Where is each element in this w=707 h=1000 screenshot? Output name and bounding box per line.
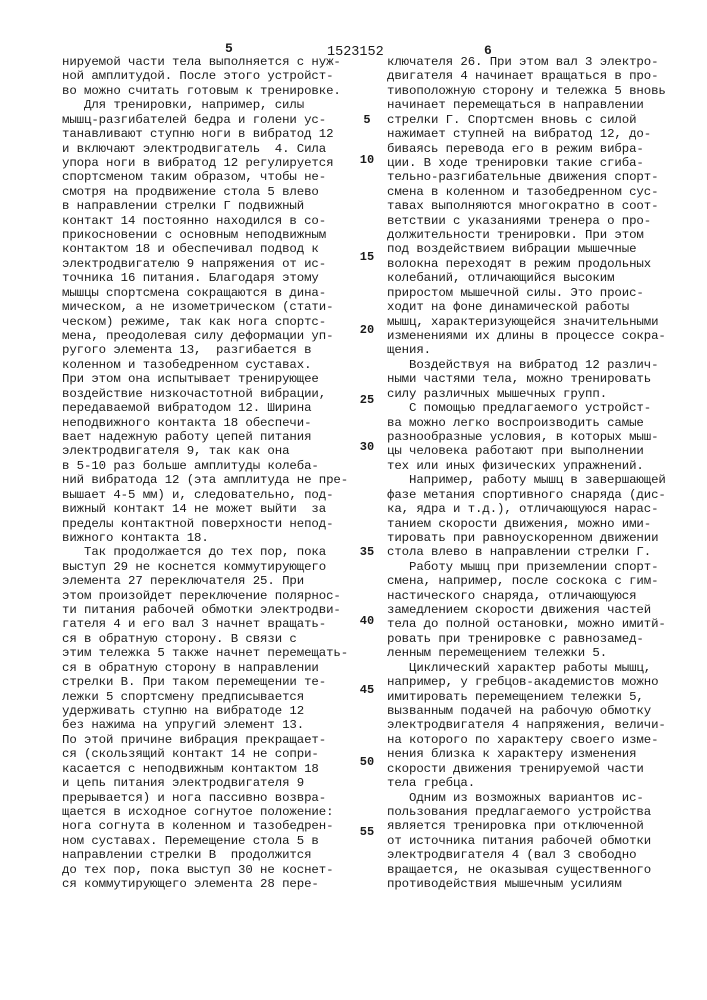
text-line: ветствии с указаниями тренера о про- xyxy=(387,214,679,228)
text-line: стрелки Г. Спортсмен вновь с силой xyxy=(387,113,679,127)
text-line: изменениями их длины в процессе сокра- xyxy=(387,329,679,343)
text-line: пользования предлагаемого устройства xyxy=(387,805,679,819)
text-line: Воздействуя на вибратод 12 различ- xyxy=(387,358,679,372)
margin-line-number: 15 xyxy=(356,250,378,264)
text-line: По этой причине вибрация прекращает- xyxy=(62,733,354,747)
text-line: смена, например, после соскока с гим- xyxy=(387,574,679,588)
text-line: мена, преодолевая силу деформации уп- xyxy=(62,329,354,343)
text-line: электродвигателя 4 напряжения, величи- xyxy=(387,718,679,732)
margin-line-number: 5 xyxy=(356,113,378,127)
text-line: вижного контакта 18. xyxy=(62,531,354,545)
text-line: скорости движения тренируемой части xyxy=(387,762,679,776)
text-line: имитировать перемещением тележки 5, xyxy=(387,690,679,704)
text-line: колебаний, отличающийся высоким xyxy=(387,271,679,285)
text-line: в направлении стрелки Г подвижный xyxy=(62,199,354,213)
text-line: Так продолжается до тех пор, пока xyxy=(62,545,354,559)
text-line: замедлением скорости движения частей xyxy=(387,603,679,617)
text-line: в 5-10 раз больше амплитуды колеба- xyxy=(62,459,354,473)
text-line: вращается, не оказывая существенного xyxy=(387,863,679,877)
right-text-column xyxy=(387,55,679,891)
text-line: во можно считать готовым к тренировке. xyxy=(62,84,354,98)
text-line: вижный контакт 14 не может выйти за xyxy=(62,502,354,516)
text-line: стола влево в направлении стрелки Г. xyxy=(387,545,679,559)
margin-line-number: 10 xyxy=(356,153,378,167)
patent-number: 1523152 xyxy=(327,45,384,60)
text-line: упора ноги в вибратод 12 регулируется xyxy=(62,156,354,170)
margin-line-number: 25 xyxy=(356,393,378,407)
text-line: ными частями тела, можно тренировать xyxy=(387,372,679,386)
text-line: ка, ядра и т.д.), отличающуюся нарас- xyxy=(387,502,679,516)
text-line: Работу мышц при приземлении спорт- xyxy=(387,560,679,574)
text-line: ключателя 26. При этом вал 3 электро- xyxy=(387,55,679,69)
text-line: вает надежную работу цепей питания xyxy=(62,430,354,444)
text-line: ва можно легко воспроизводить самые xyxy=(387,416,679,430)
margin-line-number: 50 xyxy=(356,755,378,769)
text-line: точника 16 питания. Благодаря этому xyxy=(62,271,354,285)
text-line: тировать при равноускоренном движении xyxy=(387,531,679,545)
text-line: элемента 27 переключателя 25. При xyxy=(62,574,354,588)
text-line: тела гребца. xyxy=(387,776,679,790)
text-line: под воздействием вибрации мышечные xyxy=(387,242,679,256)
text-line: приростом мышечной силы. Это проис- xyxy=(387,286,679,300)
text-line: вышает 4-5 мм) и, следовательно, под- xyxy=(62,488,354,502)
margin-line-number: 55 xyxy=(356,825,378,839)
text-line: и цепь питания электродвигателя 9 xyxy=(62,776,354,790)
text-line: мическом, а не изометрическом (стати- xyxy=(62,300,354,314)
text-line: противодействия мышечным усилиям xyxy=(387,877,679,891)
text-line: мышц, характеризующейся значительными xyxy=(387,315,679,329)
text-line: тавах выполняются многократно в соот- xyxy=(387,199,679,213)
left-page-number: 5 xyxy=(225,41,233,56)
margin-line-number: 35 xyxy=(356,545,378,559)
margin-line-number: 20 xyxy=(356,323,378,337)
text-line: электродвигателя 4 (вал 3 свободно xyxy=(387,848,679,862)
margin-line-number: 30 xyxy=(356,440,378,454)
text-line: выступ 29 не коснется коммутирующего xyxy=(62,560,354,574)
text-line: ходит на фоне динамической работы xyxy=(387,300,679,314)
text-line: танием скорости движения, можно ими- xyxy=(387,517,679,531)
text-line: неподвижного контакта 18 обеспечи- xyxy=(62,416,354,430)
text-line: ругого элемента 13, разгибается в xyxy=(62,343,354,357)
text-line: щения. xyxy=(387,343,679,357)
text-line: ний вибратода 12 (эта амплитуда не пре- xyxy=(62,473,354,487)
text-line: начинает перемещаться в направлении xyxy=(387,98,679,112)
text-line: мышц-разгибателей бедра и голени ус- xyxy=(62,113,354,127)
text-line: ся в обратную сторону. В связи с xyxy=(62,632,354,646)
text-line: тивоположную сторону и тележка 5 вновь xyxy=(387,84,679,98)
text-line: направлении стрелки В продолжится xyxy=(62,848,354,862)
text-line: ти питания рабочей обмотки электродви- xyxy=(62,603,354,617)
text-line: удерживать ступню на вибратоде 12 xyxy=(62,704,354,718)
text-line: нения близка к характеру изменения xyxy=(387,747,679,761)
text-line: ся (скользящий контакт 14 не сопри- xyxy=(62,747,354,761)
right-page-number: 6 xyxy=(484,43,492,58)
text-line: Циклический характер работы мышц, xyxy=(387,661,679,675)
text-line: этом произойдет переключение полярнос- xyxy=(62,589,354,603)
text-line: ции. В ходе тренировки такие сгиба- xyxy=(387,156,679,170)
text-line: этим тележка 5 также начнет перемещать- xyxy=(62,646,354,660)
text-line: является тренировка при отключенной xyxy=(387,819,679,833)
text-line: смотря на продвижение стола 5 влево xyxy=(62,185,354,199)
text-line: цы человека работают при выполнении xyxy=(387,444,679,458)
text-line: контактом 18 и обеспечивал подвод к xyxy=(62,242,354,256)
text-line: разнообразные условия, в которых мыш- xyxy=(387,430,679,444)
text-line: до тех пор, пока выступ 30 не коснет- xyxy=(62,863,354,877)
text-line: биваясь перевода его в режим вибра- xyxy=(387,142,679,156)
text-line: должительности тренировки. При этом xyxy=(387,228,679,242)
text-line: смена в коленном и тазобедренном сус- xyxy=(387,185,679,199)
margin-line-number: 40 xyxy=(356,614,378,628)
text-line: контакт 14 постоянно находился в со- xyxy=(62,214,354,228)
text-line: С помощью предлагаемого устройст- xyxy=(387,401,679,415)
text-line: настического снаряда, отличающуюся xyxy=(387,589,679,603)
text-line: передаваемой вибратодом 12. Ширина xyxy=(62,401,354,415)
text-line: гателя 4 и его вал 3 начнет вращать- xyxy=(62,617,354,631)
text-line: щается в исходное согнутое положение: xyxy=(62,805,354,819)
margin-line-number: 45 xyxy=(356,683,378,697)
text-line: электродвигателя 9, так как она xyxy=(62,444,354,458)
text-line: пределы контактной поверхности непод- xyxy=(62,517,354,531)
text-line: коленном и тазобедренном суставах. xyxy=(62,358,354,372)
text-line: двигателя 4 начинает вращаться в про- xyxy=(387,69,679,83)
text-line: силу различных мышечных групп. xyxy=(387,387,679,401)
left-text-column xyxy=(62,55,354,891)
text-line: спортсменом таким образом, чтобы не- xyxy=(62,170,354,184)
text-line: Одним из возможных вариантов ис- xyxy=(387,791,679,805)
text-line: ся в обратную сторону в направлении xyxy=(62,661,354,675)
text-line: нируемой части тела выполняется с нуж- xyxy=(62,55,354,69)
text-line: стрелки В. При таком перемещении те- xyxy=(62,675,354,689)
text-line: вызванным подачей на рабочую обмотку xyxy=(387,704,679,718)
text-line: ческом) режиме, так как нога спортс- xyxy=(62,315,354,329)
text-line: Для тренировки, например, силы xyxy=(62,98,354,112)
text-line: касается с неподвижным контактом 18 xyxy=(62,762,354,776)
text-line: фазе метания спортивного снаряда (дис- xyxy=(387,488,679,502)
text-line: Например, работу мышц в завершающей xyxy=(387,473,679,487)
text-line: и включают электродвигатель 4. Сила xyxy=(62,142,354,156)
text-line: например, у гребцов-академистов можно xyxy=(387,675,679,689)
text-line: от источника питания рабочей обмотки xyxy=(387,834,679,848)
text-line: мышцы спортсмена сокращаются в дина- xyxy=(62,286,354,300)
text-line: При этом она испытывает тренирующее xyxy=(62,372,354,386)
text-line: нажимает ступней на вибратод 12, до- xyxy=(387,127,679,141)
text-line: прикосновении с основным неподвижным xyxy=(62,228,354,242)
text-line: на которого по характеру своего изме- xyxy=(387,733,679,747)
text-line: тех или иных физических упражнений. xyxy=(387,459,679,473)
text-line: нога согнута в коленном и тазобедрен- xyxy=(62,819,354,833)
text-line: танавливают ступню ноги в вибратод 12 xyxy=(62,127,354,141)
text-line: электродвигателю 9 напряжения от ис- xyxy=(62,257,354,271)
text-line: волокна переходят в режим продольных xyxy=(387,257,679,271)
text-line: ном суставах. Перемещение стола 5 в xyxy=(62,834,354,848)
text-line: ной амплитудой. После этого устройст- xyxy=(62,69,354,83)
text-line: лежки 5 спортсмену предписывается xyxy=(62,690,354,704)
text-line: ся коммутирующего элемента 28 пере- xyxy=(62,877,354,891)
text-line: тела до полной остановки, можно имитй- xyxy=(387,617,679,631)
text-line: тельно-разгибательные движения спорт- xyxy=(387,170,679,184)
text-line: без нажима на упругий элемент 13. xyxy=(62,718,354,732)
text-line: прерывается) и нога пассивно возвра- xyxy=(62,791,354,805)
text-line: ленным перемещением тележки 5. xyxy=(387,646,679,660)
text-line: воздействие низкочастотной вибрации, xyxy=(62,387,354,401)
text-line: ровать при тренировке с равнозамед- xyxy=(387,632,679,646)
